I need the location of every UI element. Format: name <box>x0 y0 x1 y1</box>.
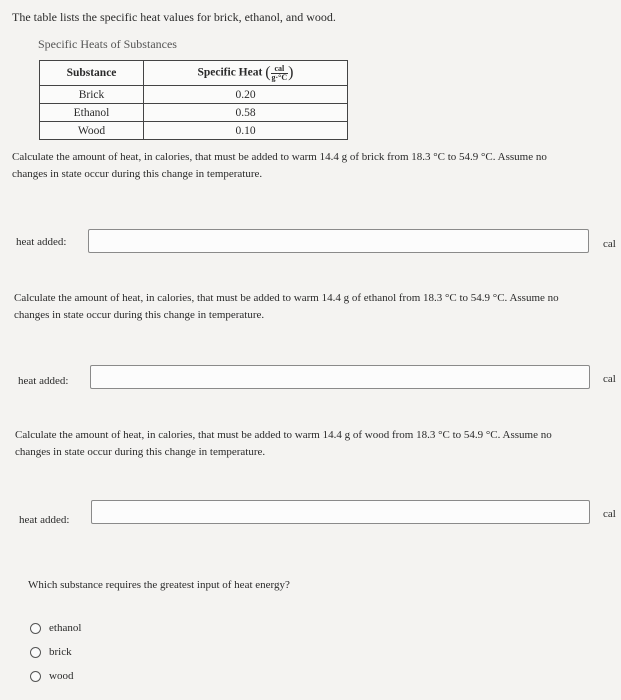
question-text-line2: changes in state occur during this change in temperature. <box>12 168 263 180</box>
heat-added-wood-input[interactable] <box>91 500 590 524</box>
open-paren-icon: ( <box>265 64 271 81</box>
radio-circle-icon[interactable] <box>30 671 41 682</box>
header-specific-heat-label: Specific Heat <box>197 66 263 79</box>
option-ethanol[interactable] <box>30 622 81 634</box>
table-caption: Specific Heats of Substances <box>38 37 177 51</box>
cell-substance: Wood <box>40 122 144 140</box>
unit-label: cal <box>603 238 616 250</box>
cell-substance: Ethanol <box>40 104 144 122</box>
table-header-row <box>40 61 348 86</box>
question-text-line1: Calculate the amount of heat, in calories, that must be added to warm 14.4 g of wood from 18.3 °C to 54.9 °C. Assume no <box>15 429 552 441</box>
unit-fraction <box>271 65 289 82</box>
question-text-line2: changes in state occur during this change in temperature. <box>14 309 265 321</box>
heat-added-ethanol-input[interactable] <box>90 365 590 389</box>
unit-numerator: cal <box>271 65 289 74</box>
header-substance: Substance <box>40 61 144 86</box>
question-wood <box>15 427 552 461</box>
header-specific-heat <box>144 61 348 86</box>
option-label[interactable]: ethanol <box>49 622 82 634</box>
question-text-line2: changes in state occur during this change in temperature. <box>15 446 266 458</box>
cell-value: 0.20 <box>144 86 348 104</box>
question-text-line1: Calculate the amount of heat, in calories, that must be added to warm 14.4 g of ethanol from 18.3 °C to 54.9 °C. Assume no <box>14 292 559 304</box>
question-brick <box>12 149 547 183</box>
cell-value: 0.58 <box>144 104 348 122</box>
table-row <box>40 122 348 140</box>
unit-label: cal <box>603 373 616 385</box>
option-label[interactable]: wood <box>49 670 74 682</box>
question-ethanol <box>14 290 559 324</box>
option-brick[interactable] <box>30 646 72 658</box>
intro-text: The table lists the specific heat values for brick, ethanol, and wood. <box>12 10 336 24</box>
table-row <box>40 104 348 122</box>
table-row <box>40 86 348 104</box>
radio-circle-icon[interactable] <box>30 623 41 634</box>
unit-label: cal <box>603 508 616 520</box>
question-text-line1: Calculate the amount of heat, in calories, that must be added to warm 14.4 g of brick from 18.3 °C to 54.9 °C. Assume no <box>12 151 547 163</box>
unit-denominator: g·°C <box>271 72 288 82</box>
cell-substance: Brick <box>40 86 144 104</box>
radio-circle-icon[interactable] <box>30 647 41 658</box>
specific-heat-table <box>39 60 348 140</box>
heat-added-label: heat added: <box>19 514 70 526</box>
heat-added-label: heat added: <box>18 375 69 387</box>
cell-value: 0.10 <box>144 122 348 140</box>
close-paren-icon: ) <box>288 64 294 81</box>
option-label[interactable]: brick <box>49 646 72 658</box>
final-question: Which substance requires the greatest input of heat energy? <box>28 579 290 591</box>
heat-added-brick-input[interactable] <box>88 229 589 253</box>
option-wood[interactable] <box>30 670 73 682</box>
heat-added-label: heat added: <box>16 236 67 248</box>
